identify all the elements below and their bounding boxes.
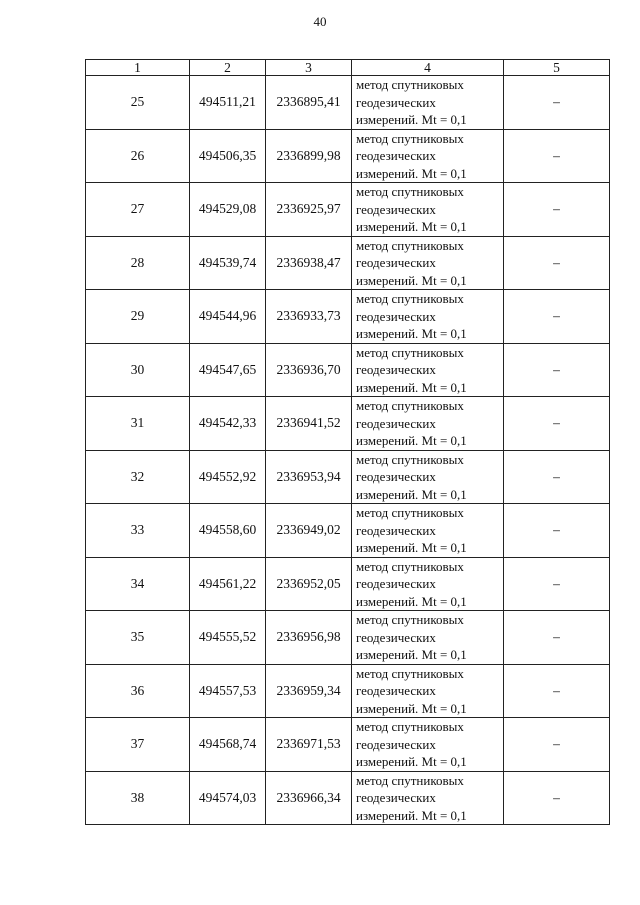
method-text-line: метод спутниковых <box>356 291 464 306</box>
point-number-cell: 34 <box>86 557 190 611</box>
y-coordinate-cell: 2336952,05 <box>266 557 352 611</box>
header-col-5: 5 <box>504 60 610 76</box>
y-coordinate-cell: 2336956,98 <box>266 611 352 665</box>
y-coordinate-cell: 2336925,97 <box>266 183 352 237</box>
method-cell <box>352 183 504 237</box>
header-col-2: 2 <box>190 60 266 76</box>
y-coordinate-cell: 2336936,70 <box>266 343 352 397</box>
y-coordinate-cell: 2336899,98 <box>266 129 352 183</box>
col5-cell: – <box>504 76 610 130</box>
x-coordinate-cell: 494539,74 <box>190 236 266 290</box>
col5-cell: – <box>504 771 610 825</box>
method-text-line: метод спутниковых <box>356 77 464 92</box>
method-text-line: измерений. Mt = 0,1 <box>356 647 467 662</box>
method-text-line: метод спутниковых <box>356 451 464 467</box>
point-number-cell: 31 <box>86 397 190 451</box>
method-text-line: метод спутниковых <box>356 719 464 734</box>
method-text-line: метод спутниковых <box>356 398 464 413</box>
method-cell <box>352 664 504 718</box>
method-text-line: измерений. Mt = 0,1 <box>356 272 467 288</box>
y-coordinate-cell: 2336959,34 <box>266 664 352 718</box>
method-text-line: метод спутниковых <box>356 772 464 788</box>
point-number-cell: 33 <box>86 504 190 558</box>
method-text-line: геодезических <box>356 683 436 698</box>
method-text-line: измерений. Mt = 0,1 <box>356 700 467 716</box>
method-text-line: измерений. Mt = 0,1 <box>356 112 467 127</box>
y-coordinate-cell: 2336953,94 <box>266 450 352 504</box>
col5-cell: – <box>504 664 610 718</box>
col5-cell: – <box>504 236 610 290</box>
method-text-line: измерений. Mt = 0,1 <box>356 807 467 823</box>
point-number-cell: 25 <box>86 76 190 130</box>
x-coordinate-cell: 494529,08 <box>190 183 266 237</box>
y-coordinate-cell: 2336938,47 <box>266 236 352 290</box>
coordinates-table <box>85 59 610 825</box>
y-coordinate-cell: 2336971,53 <box>266 718 352 772</box>
col5-cell: – <box>504 557 610 611</box>
method-text-line: измерений. Mt = 0,1 <box>356 540 467 555</box>
method-cell <box>352 397 504 451</box>
method-cell <box>352 611 504 665</box>
table-row <box>86 76 610 130</box>
col5-cell: – <box>504 397 610 451</box>
method-cell <box>352 236 504 290</box>
method-text-line: геодезических <box>356 790 436 805</box>
method-cell <box>352 129 504 183</box>
method-text-line: метод спутниковых <box>356 558 464 574</box>
point-number-cell: 29 <box>86 290 190 344</box>
header-col-3: 3 <box>266 60 352 76</box>
point-number-cell: 35 <box>86 611 190 665</box>
table-row <box>86 397 610 451</box>
table-header-row <box>86 60 610 76</box>
method-text-line: метод спутниковых <box>356 130 464 146</box>
point-number-cell: 30 <box>86 343 190 397</box>
col5-cell: – <box>504 129 610 183</box>
method-text-line: метод спутниковых <box>356 505 464 520</box>
table-row <box>86 129 610 183</box>
x-coordinate-cell: 494558,60 <box>190 504 266 558</box>
y-coordinate-cell: 2336949,02 <box>266 504 352 558</box>
header-col-1: 1 <box>86 60 190 76</box>
col5-cell: – <box>504 611 610 665</box>
x-coordinate-cell: 494544,96 <box>190 290 266 344</box>
col5-cell: – <box>504 183 610 237</box>
method-cell <box>352 718 504 772</box>
table-row <box>86 504 610 558</box>
method-text-line: геодезических <box>356 576 436 591</box>
method-text-line: геодезических <box>356 415 436 431</box>
y-coordinate-cell: 2336895,41 <box>266 76 352 130</box>
method-text-line: геодезических <box>356 736 436 752</box>
point-number-cell: 27 <box>86 183 190 237</box>
x-coordinate-cell: 494555,52 <box>190 611 266 665</box>
method-text-line: измерений. Mt = 0,1 <box>356 593 467 609</box>
method-text-line: геодезических <box>356 308 436 324</box>
method-cell <box>352 771 504 825</box>
table-row <box>86 290 610 344</box>
table-row <box>86 450 610 504</box>
x-coordinate-cell: 494561,22 <box>190 557 266 611</box>
method-text-line: метод спутниковых <box>356 237 464 253</box>
table-row <box>86 236 610 290</box>
table-row <box>86 611 610 665</box>
point-number-cell: 36 <box>86 664 190 718</box>
x-coordinate-cell: 494542,33 <box>190 397 266 451</box>
method-text-line: измерений. Mt = 0,1 <box>356 433 467 448</box>
method-text-line: метод спутниковых <box>356 665 464 681</box>
method-text-line: метод спутниковых <box>356 612 464 627</box>
x-coordinate-cell: 494568,74 <box>190 718 266 772</box>
header-col-4: 4 <box>352 60 504 76</box>
table-row <box>86 343 610 397</box>
y-coordinate-cell: 2336933,73 <box>266 290 352 344</box>
table-row <box>86 664 610 718</box>
point-number-cell: 38 <box>86 771 190 825</box>
method-text-line: геодезических <box>356 148 436 163</box>
method-cell <box>352 450 504 504</box>
x-coordinate-cell: 494552,92 <box>190 450 266 504</box>
method-text-line: метод спутниковых <box>356 184 464 199</box>
x-coordinate-cell: 494557,53 <box>190 664 266 718</box>
page-number: 40 <box>313 14 327 29</box>
method-text-line: геодезических <box>356 522 436 538</box>
col5-cell: – <box>504 718 610 772</box>
method-cell <box>352 290 504 344</box>
y-coordinate-cell: 2336941,52 <box>266 397 352 451</box>
method-text-line: геодезических <box>356 201 436 217</box>
method-text-line: метод спутниковых <box>356 344 464 360</box>
col5-cell: – <box>504 290 610 344</box>
method-text-line: геодезических <box>356 255 436 270</box>
method-text-line: измерений. Mt = 0,1 <box>356 326 467 341</box>
point-number-cell: 26 <box>86 129 190 183</box>
col5-cell: – <box>504 504 610 558</box>
method-text-line: геодезических <box>356 94 436 110</box>
point-number-cell: 32 <box>86 450 190 504</box>
method-text-line: геодезических <box>356 629 436 645</box>
point-number-cell: 37 <box>86 718 190 772</box>
table-row <box>86 183 610 237</box>
x-coordinate-cell: 494574,03 <box>190 771 266 825</box>
x-coordinate-cell: 494511,21 <box>190 76 266 130</box>
table-body <box>86 76 610 825</box>
point-number-cell: 28 <box>86 236 190 290</box>
method-text-line: геодезических <box>356 362 436 377</box>
table-row <box>86 771 610 825</box>
method-cell <box>352 76 504 130</box>
x-coordinate-cell: 494547,65 <box>190 343 266 397</box>
method-cell <box>352 504 504 558</box>
col5-cell: – <box>504 450 610 504</box>
method-text-line: измерений. Mt = 0,1 <box>356 165 467 181</box>
method-cell <box>352 343 504 397</box>
method-text-line: измерений. Mt = 0,1 <box>356 219 467 234</box>
y-coordinate-cell: 2336966,34 <box>266 771 352 825</box>
method-text-line: измерений. Mt = 0,1 <box>356 486 467 502</box>
method-text-line: измерений. Mt = 0,1 <box>356 379 467 395</box>
x-coordinate-cell: 494506,35 <box>190 129 266 183</box>
method-cell <box>352 557 504 611</box>
table-row <box>86 718 610 772</box>
method-text-line: измерений. Mt = 0,1 <box>356 754 467 769</box>
col5-cell: – <box>504 343 610 397</box>
method-text-line: геодезических <box>356 469 436 484</box>
table-row <box>86 557 610 611</box>
